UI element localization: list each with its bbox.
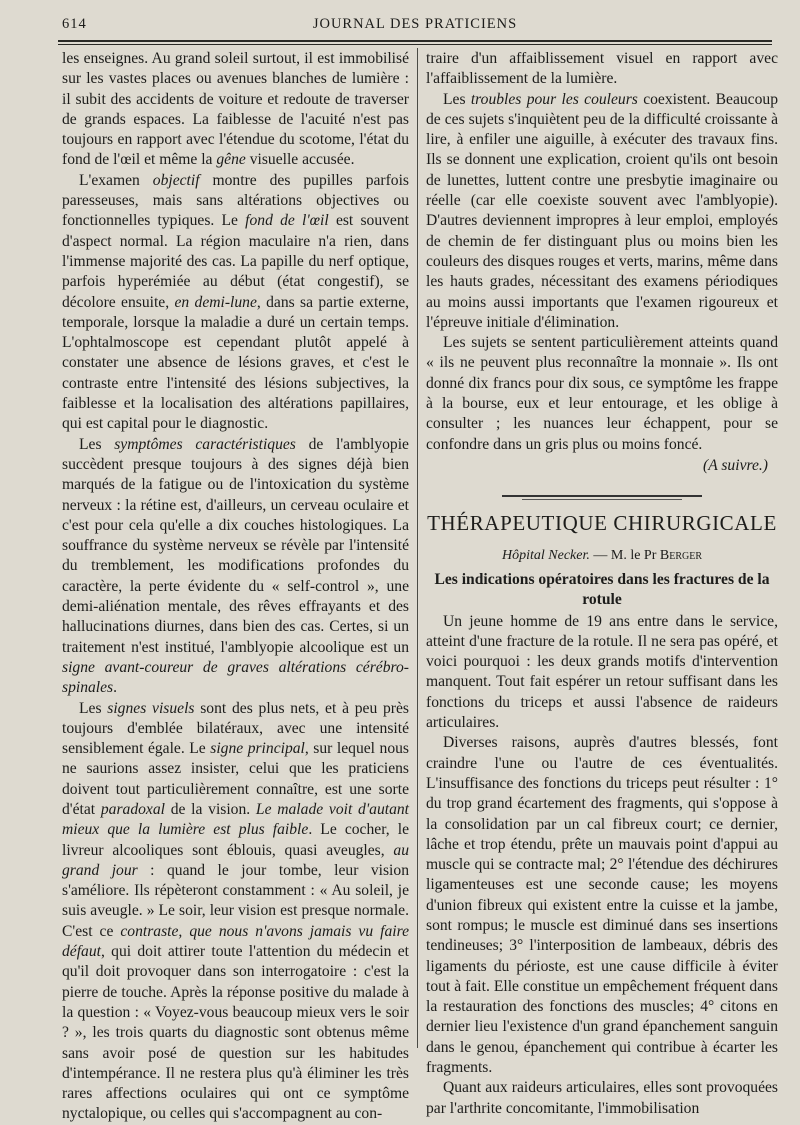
section-title: THÉRAPEUTIQUE CHIRURGICALE	[427, 511, 777, 536]
paragraph: Les troubles pour les couleurs coexistent. Beaucoup de ces sujets s'inquiètent peu de la difficulté croissante à lire, à enfiler une aiguille, à exécuter des travaux fins. Ils se donnent une explication, croient qu'ils ont besoin de lunettes, luttent contre une presbytie imaginaire ou réelle (car elle coexiste souvent avec l'amblyopie). D'autres deviennent impropres à leur emploi, employés de chemin de fer distinguant plus ou moins bien les couleurs des disques rouges et verts, marins, même dans les hauts grades, nécessitant des examens périodiques au moins aussi importants que l'examen rigoureux et l'épreuve initiale d'élimination.	[426, 90, 778, 331]
running-header	[58, 14, 772, 36]
right-column	[426, 49, 778, 1119]
byline: Hôpital Necker. — M. le Pr Berger	[502, 548, 702, 564]
header-rule-thin	[58, 44, 772, 45]
left-column	[62, 49, 409, 1125]
hospital-name: Hôpital Necker.	[502, 548, 590, 564]
paragraph: Un jeune homme de 19 ans entre dans le service, atteint d'une fracture de la rotule. Il ne sera pas opéré, et voici pourquoi : les deux grands motifs d'intervention manquent. Tout fait espérer un retour suffisant dans les fonctions du triceps et aussi l'absence de raideurs articulaires.	[426, 612, 778, 732]
header-rule	[58, 40, 772, 42]
column-divider	[417, 48, 418, 1048]
section-ornament	[502, 494, 702, 502]
paragraph: L'examen objectif montre des pupilles parfois paresseuses, mais sans altérations objectives ou fonctionnelles typiques. Le fond de l'œil est souvent d'aspect normal. La région maculaire n'a rien, dans l'immense majorité des cas. La papille du nerf optique, parfois hyperémiée au début (état congestif), se décolore ensuite, en demi-lune, dans sa partie externe, temporale, lorsque la maladie a duré un certain temps. L'ophtalmoscope est cependant plutôt appelé à constater une absence de lésions graves, et c'est le contraste entre l'intensité des lésions subjectives, la faiblesse et la localisation des altérations papillaires, qui est capital pour le diagnostic.	[62, 171, 410, 433]
author-name: Berger	[659, 548, 702, 564]
page-number: 614	[62, 16, 87, 32]
paragraph: Les signes visuels sont des plus nets, et à peu près toujours d'emblée bilatéraux, avec une intensité sensiblement égale. Le signe principal, sur lequel nous ne saurions assez insister, celui que les praticiens doivent tout particulièrement connaître, est une sorte d'état paradoxal de la vision. Le malade voit d'autant mieux que la lumière est plus faible. Le cocher, le livreur alcooliques sont éblouis, quasi aveugles, au grand jour : quand le jour tombe, leur vision s'améliore. Ils répèteront constamment : « Au soleil, je suis aveugle. » Le soir, leur vision est presque normale. C'est ce contraste, que nous n'avons jamais vu faire défaut, qui doit attirer toute l'attention du médecin et qu'il doit provoquer dans son interrogatoire : c'est la pierre de touche. Après la réponse positive du malade à la question : « Voyez-vous beaucoup mieux vers le soir ? », les trois quarts du diagnostic sont obtenus même sans avoir posé de question sur les habitudes d'intempérance. Il ne restera plus qu'à éliminer les très rares affections oculaires qui ont ce symptôme nyctalopique, ou celles qui s'accompagnent au con-	[62, 699, 410, 1123]
paragraph: les enseignes. Au grand soleil surtout, il est immobilisé sur les vastes places ou avenues blanches de lumière : il subit des accidents de voiture et redoute de traverser de grands espaces. La faiblesse de l'acuité n'est pas toujours en rapport avec l'étendue du scotome, l'état du fond de l'œil et même la gêne visuelle accusée.	[62, 50, 409, 169]
running-title: JOURNAL DES PRATICIENS	[312, 16, 518, 32]
paragraph: Diverses raisons, auprès d'autres blessés, font craindre l'une ou l'autre de ces éventualités. L'insuffisance des fonctions du triceps peut résulter : 1° du trop grand écartement des fragments, qui s'oppose à la consolidation par un cal fibreux court; ce dernier, lâche et trop étendu, prête un mauvais point d'appui au muscle qui se contracte mal; 2° l'étendue des déchirures ligamenteuses est une seconde cause; les moyens d'union fibreux qui existent entre la cuisse et la jambe, sont rompus; le muscle est diminué dans ses insertions tendineuses; 3° l'interposition de lambeaux, débris des ligaments du périoste, est une cause difficile à éviter tout à fait. Elle constitue un empêchement fréquent dans la restauration des fonctions des muscles; 4° citons en dernier lieu l'existence d'un grand épanchement sanguin dans le genou, épanchement qui contribue à écarter les fragments.	[426, 734, 778, 1077]
paragraph: traire d'un affaiblissement visuel en rapport avec l'affaiblissement de la lumière.	[426, 50, 778, 88]
paragraph: Quant aux raideurs articulaires, elles sont provoquées par l'arthrite concomitante, l'immobilisation	[426, 1079, 778, 1117]
article-title: Les indications opératoires dans les fractures de la rotule	[434, 570, 770, 608]
paragraph: Les sujets se sentent particulièrement atteints quand « ils ne peuvent plus reconnaître la monnaie ». Ils ont donné dix francs pour dix sous, ce symptôme les frappe à la bourse, eux et leur entourage, et les oblige à consulter ; les nuances leur échappent, pour se confondre dans un gris plus ou moins foncé.	[426, 334, 778, 453]
to-be-continued: (A suivre.)	[703, 456, 768, 474]
paragraph: Les symptômes caractéristiques de l'amblyopie succèdent presque toujours à des signes déjà bien marqués de la fatigue ou de l'intoxication du système nerveux : la rétine est, d'ailleurs, un cerveau oculaire et c'est pour cela qu'elle a dix couches histologiques. La souffrance du système nerveux se révèle par l'intensité du tremblement, les modifications profondes du caractère, la perte évidente du « self-control », une demi-aliénation mentale, des rêves effrayants et des hallucinations diurnes, dans bien des cas. Certes, si un traitement n'est institué, l'amblyopie alcoolique est un signe avant-coureur de graves altérations cérébro-spinales.	[62, 435, 409, 697]
